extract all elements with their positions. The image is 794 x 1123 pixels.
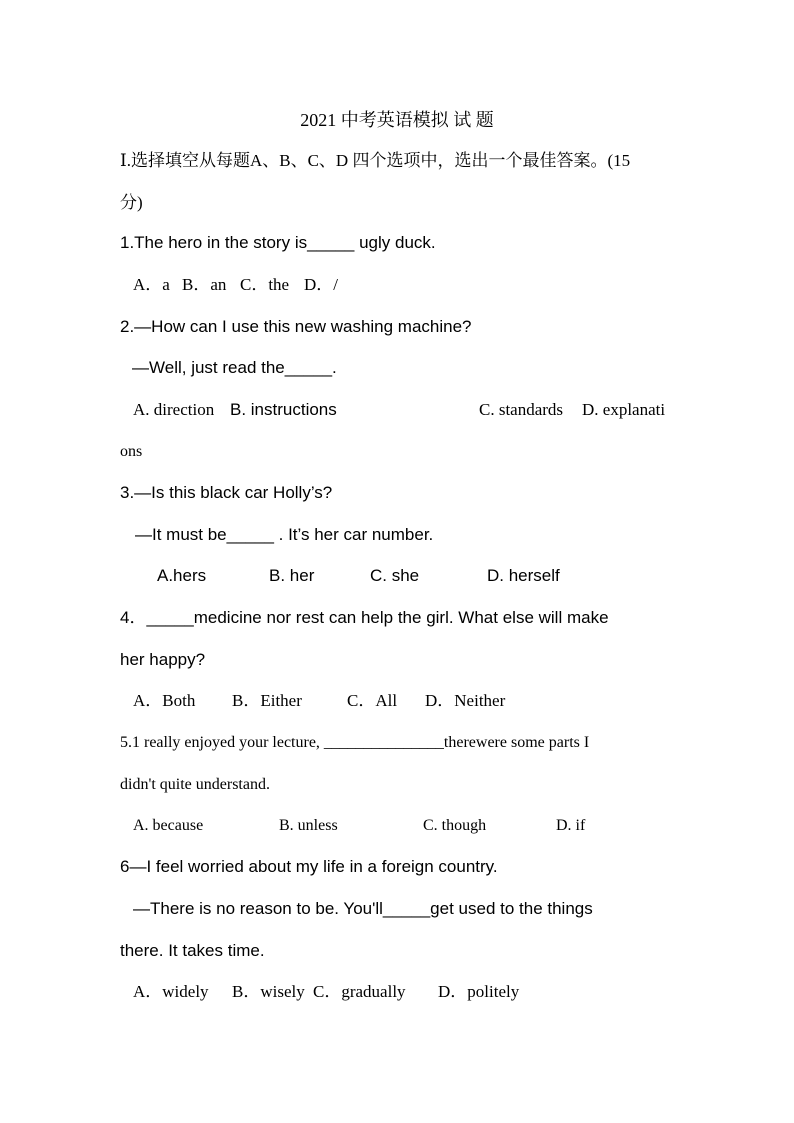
q3-option-d: D. herself xyxy=(487,566,560,585)
q5-option-a: A. because xyxy=(133,817,204,834)
question-6-stem: 6—I feel worried about my life in a foreign country. xyxy=(120,857,498,876)
q5-option-d: D. if xyxy=(556,817,586,834)
q2-option-c: C. standards xyxy=(479,400,564,419)
q2-option-d: D. explanati xyxy=(582,400,666,419)
q4-option-a: A．Both xyxy=(133,691,196,710)
question-2-reply: —Well, just read the_____. xyxy=(132,358,337,377)
q2-option-a: A. direction xyxy=(133,400,215,419)
q3-option-b: B. her xyxy=(269,566,315,585)
q6-option-a: A．widely xyxy=(133,982,209,1001)
q4-option-d: D．Neither xyxy=(425,691,506,710)
q6-option-b: B．wisely xyxy=(232,982,305,1001)
q4-option-b: B．Either xyxy=(232,691,302,710)
question-2-stem: 2.—How can I use this new washing machine? xyxy=(120,317,472,336)
question-5-stem: 5.1 really enjoyed your lecture, _______________therewere some parts I xyxy=(120,734,590,751)
question-4-stem-cont: her happy? xyxy=(120,650,206,669)
section-instruction-cont: 分) xyxy=(120,193,143,212)
q1-option-b: B．an xyxy=(182,275,227,294)
question-2-option-wrap: ons xyxy=(120,443,143,460)
question-5-stem-cont: didn't quite understand. xyxy=(120,776,270,793)
q3-option-a: A.hers xyxy=(157,566,207,585)
q3-option-c: C. she xyxy=(370,566,420,585)
question-6-reply-cont: there. It takes time. xyxy=(120,941,265,960)
q5-option-b: B. unless xyxy=(279,817,338,834)
q2-option-b: B. instructions xyxy=(230,400,337,419)
question-6-reply: —There is no reason to be. You'll_____get used to the things xyxy=(133,899,593,918)
question-1-stem: 1.The hero in the story is_____ ugly duck. xyxy=(120,233,436,252)
section-instruction: Ⅰ.选择填空从每题A、B、C、D 四个选项中，选出一个最佳答案。(15 xyxy=(120,151,631,170)
page-title: 2021 中考英语模拟 试 题 xyxy=(300,110,494,130)
question-3-reply: —It must be_____ . It’s her car number. xyxy=(135,525,434,544)
q6-option-c: C．gradually xyxy=(313,982,406,1001)
q1-option-c: C．the xyxy=(240,275,290,294)
question-3-stem: 3.—Is this black car Holly’s? xyxy=(120,483,333,502)
q1-option-d: D．/ xyxy=(304,275,338,294)
q6-option-d: D．politely xyxy=(438,982,520,1001)
q4-option-c: C．All xyxy=(347,691,398,710)
q5-option-c: C. though xyxy=(423,817,487,834)
q1-option-a: A．a xyxy=(133,275,170,294)
question-4-stem: 4．_____medicine nor rest can help the girl. What else will make xyxy=(120,608,609,627)
